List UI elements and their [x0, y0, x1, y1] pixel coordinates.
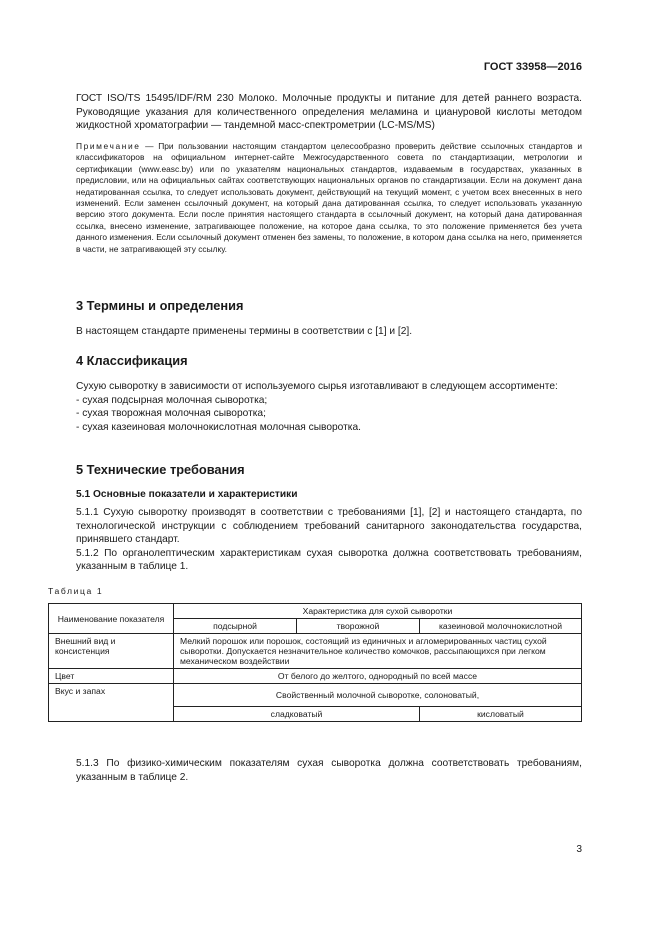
section-4 [76, 353, 582, 434]
note-text: — При пользовании настоящим стандартом целесообразно проверить действие ссылочных стандартов и классификаторов на официальном интернет-сайте Межгосударственного совета по стандартизации, метрологии и сертификации (www.easc.by) или по указателям национальных стандартов, издаваемым в государствах, указанных в предисловии, или на официальных сайтах соответствующих национальных органов по стандартизации. Если на документ дана недатированная ссылка, то следует использовать документ, действующий на текущий момент, с учетом всех внесенных в него изменений. Если заменен ссылочный документ, на который дана датированная ссылка, то следует использовать указанную версию этого документа. Если после принятия настоящего стандарта в ссылочный документ, на который дана датированная ссылка, внесено изменение, затрагивающее положение, на которое дана ссылка, то это положение применяется без учета данного изменения. Если ссылочный документ отменен без замены, то положение, в котором дана ссылка на него, применяется в части, не затрагивающей эту ссылку. [76, 141, 582, 254]
header-col-1: подсырной [174, 619, 297, 634]
reference-note [76, 141, 582, 255]
paragraph-5-1-1: 5.1.1 Сухую сыворотку производят в соответствии с требованиями [1], [2] и настоящего стандарта, по технологической инструкции с соблюдением требований санитарного законодательства государства, принявшего стандарт. [76, 507, 582, 546]
list-item: - сухая творожная молочная сыворотка; [76, 408, 266, 420]
header-col-2: творожной [297, 619, 420, 634]
header-col-3: казеиновой молочнокислотной [420, 619, 582, 634]
note-label: Примечание [76, 141, 141, 151]
table-row [49, 684, 582, 707]
section-5-title: 5 Технические требования [76, 462, 245, 477]
row-sub-value-2: кисловатый [420, 707, 582, 722]
row-name: Внешний вид и консистенция [49, 634, 174, 669]
section-5 [76, 462, 582, 574]
table-1-caption: Таблица 1 [48, 586, 104, 596]
row-name: Вкус и запах [49, 684, 174, 722]
header-group: Характеристика для сухой сыворотки [174, 604, 582, 619]
row-value: Свойственный молочной сыворотке, солоноватый, [174, 684, 582, 707]
paragraph-5-1-2: 5.1.2 По органолептическим характеристикам сухая сыворотка должна соответствовать требованиям, указанным в таблице 1. [76, 547, 582, 573]
row-value: От белого до желтого, однородный по всей массе [174, 669, 582, 684]
section-3 [76, 298, 582, 339]
list-item: - сухая подсырная молочная сыворотка; [76, 394, 268, 406]
paragraph-5-1-3: 5.1.3 По физико-химическим показателям сухая сыворотка должна соответствовать требованиям, указанным в таблице 2. [76, 758, 582, 783]
list-item: - сухая казеиновая молочнокислотная молочная сыворотка. [76, 421, 361, 433]
section-3-text: В настоящем стандарте применены термины в соответствии с [1] и [2]. [76, 326, 413, 337]
page-number: 3 [576, 844, 582, 855]
table-header-row [49, 604, 582, 619]
gost-reference-text: ГОСТ ISO/TS 15495/IDF/RM 230 Молоко. Молочные продукты и питание для детей раннего возраста. Руководящие указания для количественного определения меламина и циануровой кислоты методом жидкостной хроматографии — тандемной масс-спектрометрии (LC-MS/MS) [76, 93, 582, 132]
row-value: Мелкий порошок или порошок, состоящий из единичных и агломерированных частиц сухой сыворотки. Допускается незначительное количество комочков, рассыпающихся при легком механическом воздействии [174, 634, 582, 669]
table-1 [48, 603, 582, 722]
paragraph-5-1-3-block [76, 757, 582, 784]
row-sub-value-1: сладковатый [174, 707, 420, 722]
table-row [49, 634, 582, 669]
document-code: ГОСТ 33958—2016 [483, 61, 582, 73]
section-4-text: Сухую сыворотку в зависимости от используемого сырья изготавливают в следующем ассортименте: [76, 381, 558, 392]
assortment-list [76, 394, 582, 435]
row-name: Цвет [49, 669, 174, 684]
note-paragraph [76, 141, 582, 255]
table-row [49, 669, 582, 684]
subsection-5-1-title: 5.1 Основные показатели и характеристики [76, 489, 298, 500]
normative-reference [76, 92, 582, 133]
header-indicator: Наименование показателя [49, 604, 174, 634]
section-4-title: 4 Классификация [76, 353, 188, 368]
section-3-title: 3 Термины и определения [76, 298, 244, 313]
